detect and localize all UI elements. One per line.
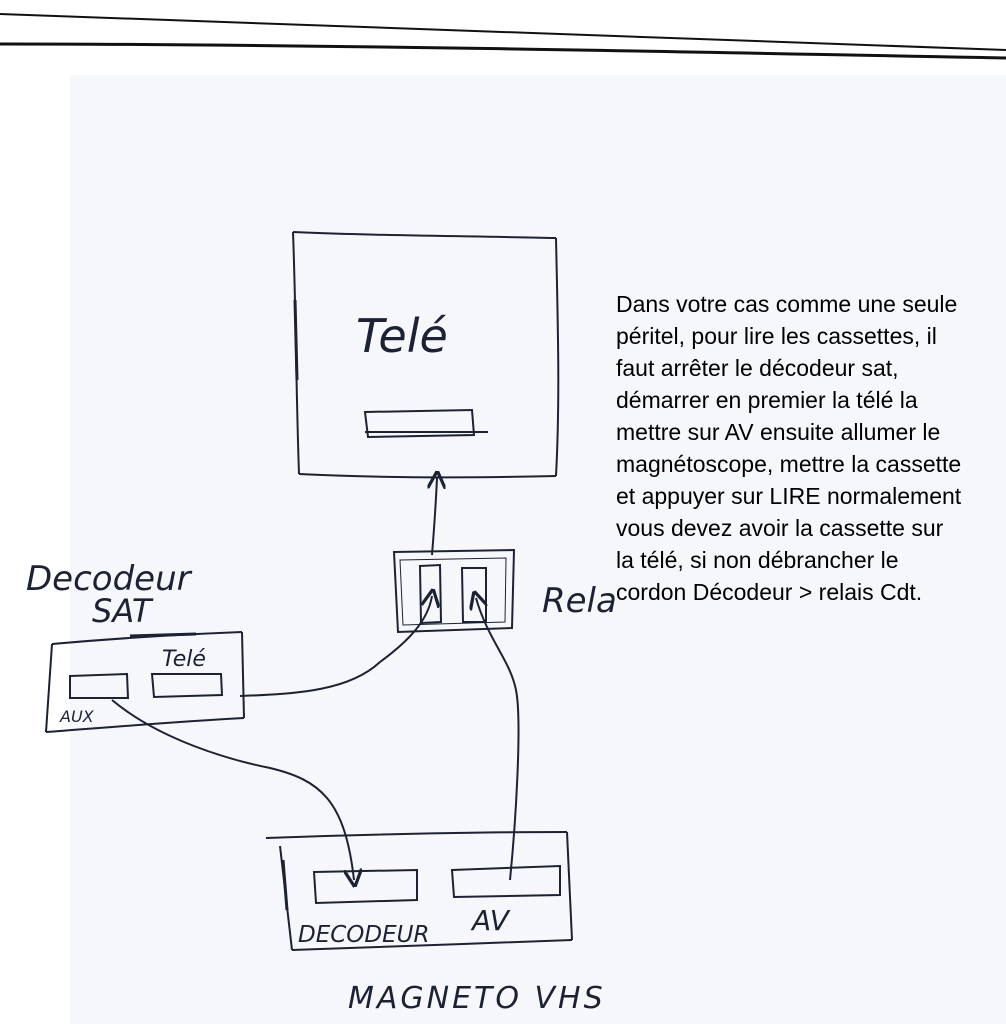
decoder-port-tv-label: Telé (162, 647, 206, 672)
vcr-av-port (452, 866, 560, 897)
decoder-name-line2: SAT (92, 592, 152, 630)
wire-relay-to-tv (432, 478, 437, 555)
tv-scart-port (365, 410, 488, 437)
vcr-port-av-label: AV (472, 904, 509, 937)
decoder-port-aux-label: AUX (60, 707, 94, 726)
vcr-label: MAGNETO VHS (348, 981, 606, 1016)
top-page-edge (0, 14, 1006, 58)
relay-label: Rela (542, 581, 617, 621)
vcr-decoder-port (314, 870, 417, 903)
tv-label: Telé (356, 309, 448, 363)
relay-box (394, 550, 514, 632)
decoder-tv-port (152, 674, 222, 697)
wire-decoder-to-relay (240, 596, 432, 696)
decoder-aux-port (70, 674, 128, 698)
wire-aux-to-vcr (112, 700, 354, 880)
wires (112, 478, 518, 880)
vcr-port-decoder-label: DECODEUR (298, 922, 430, 948)
wire-vcr-av-to-relay (476, 598, 518, 880)
decoder-name-line1: Decodeur (26, 559, 191, 599)
instructions-text: Dans votre cas comme une seule péritel, pour lire les cassettes, il faut arrêter le décodeur sat, démarrer en premier la télé la mettre sur AV ensuite allumer le magnétoscope, mettre la cassette et appuyer sur LIRE normalement vous devez avoir la cassette sur la télé, si non débrancher le cordon Décodeur > relais Cdt. (616, 291, 962, 605)
